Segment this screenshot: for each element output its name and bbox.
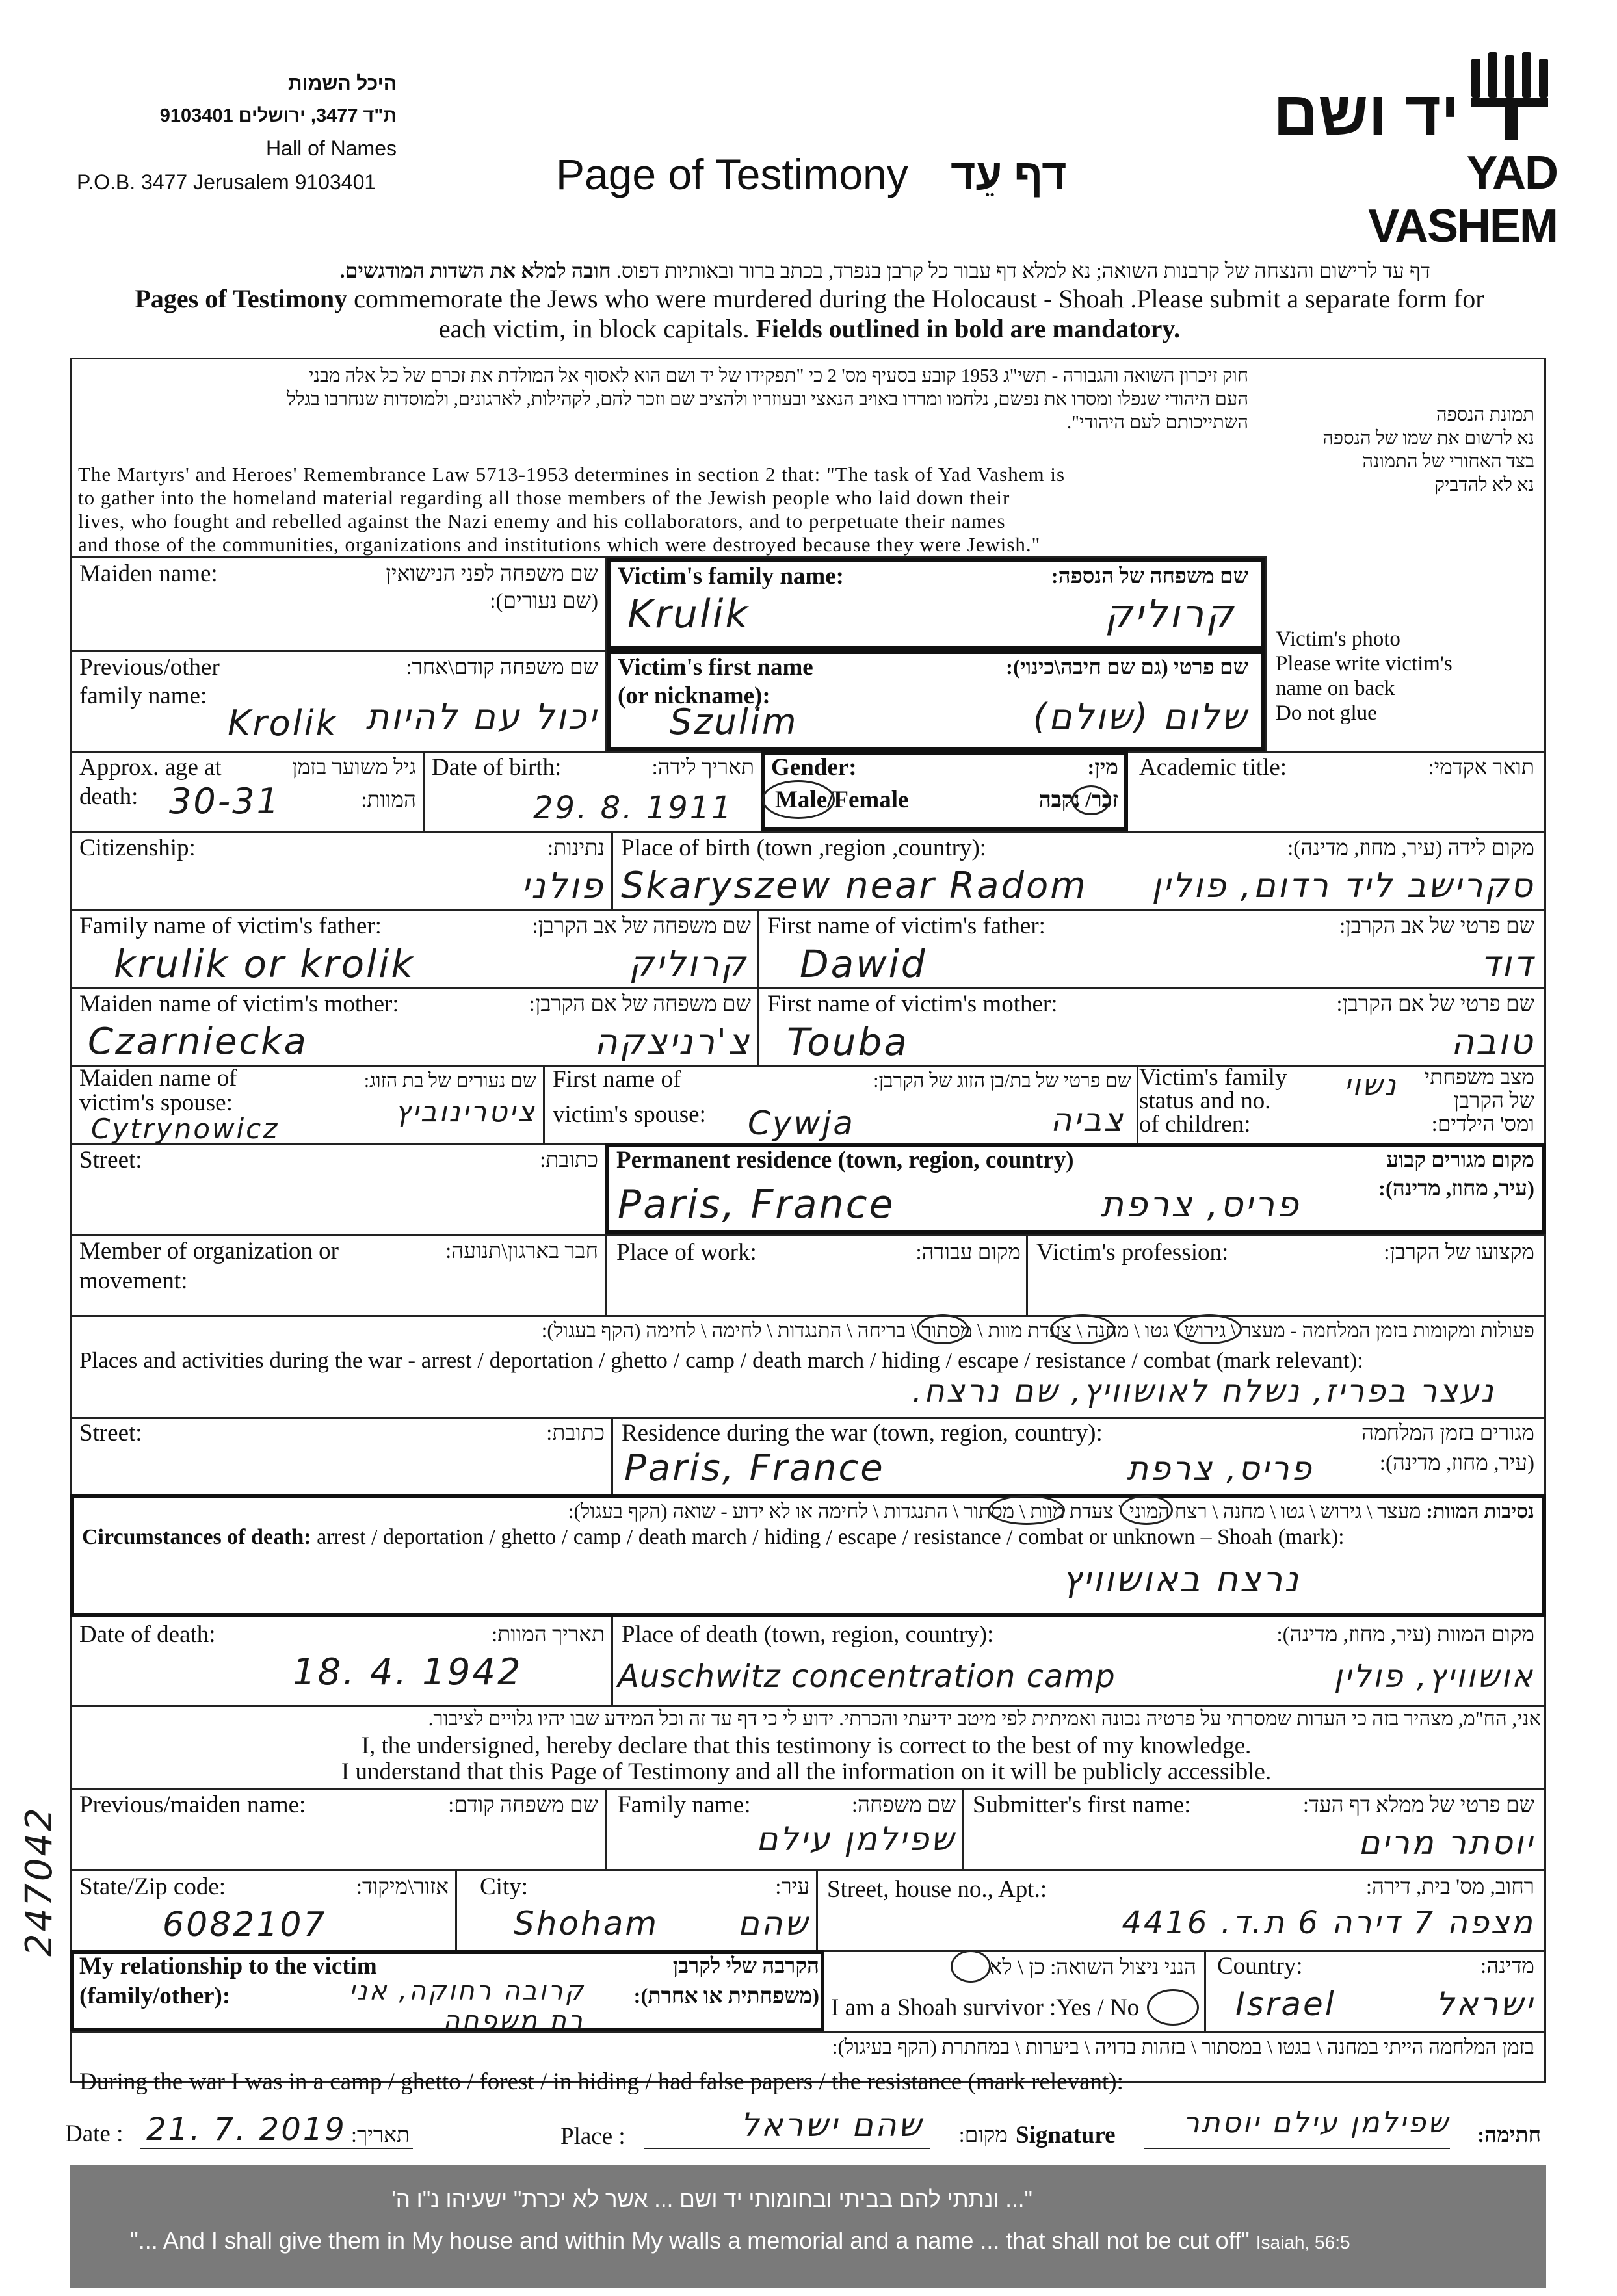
signature-label-heb: חתימה: bbox=[1477, 2124, 1541, 2147]
spouse-first-label-1: First name of bbox=[553, 1066, 681, 1093]
mother-maiden-label: Maiden name of victim's mother: bbox=[79, 991, 399, 1017]
gender-label: Gender: bbox=[771, 754, 857, 781]
age-value[interactable]: 30-31 bbox=[169, 781, 281, 822]
gender-male-circle bbox=[762, 780, 835, 819]
submitter-family-label: Family name: bbox=[618, 1792, 751, 1818]
city-label: City: bbox=[480, 1873, 529, 1900]
camp-circle bbox=[917, 1314, 969, 1344]
logo-heb: יד ושם bbox=[1273, 79, 1460, 148]
footer-quote-heb: "... ונתתי להם בביתי ובחומותי יד ושם ... אשר לא יכרת" ישעיהו נ"ו ה' bbox=[391, 2187, 1032, 2212]
dod-value[interactable]: 18. 4. 1942 bbox=[293, 1651, 523, 1693]
father-first-label-heb: שם פרטי של אב הקרבן: bbox=[1339, 915, 1534, 938]
spouse-first-label-heb: שם פרטי של בת/בן הזוג של הקרבן: bbox=[873, 1070, 1131, 1091]
father-family-label: Family name of victim's father: bbox=[79, 913, 382, 939]
footer-quote-en bbox=[130, 2227, 1508, 2254]
dod-label: Date of death: bbox=[79, 1621, 216, 1648]
place-label-heb: מקום: bbox=[958, 2124, 1008, 2147]
law-heb-3: השתייכותם לעם היהודי". bbox=[1066, 412, 1248, 433]
pod-value[interactable]: Auschwitz concentration camp bbox=[618, 1658, 1116, 1695]
law-heb bbox=[78, 364, 1248, 434]
circumstances-label-heb bbox=[85, 1498, 1534, 1525]
perm-label-heb1: מקום מגורים קבוע bbox=[1386, 1149, 1534, 1172]
maiden-label-heb: שם משפחה לפני הנישואין bbox=[386, 562, 598, 586]
academic-label-heb: תואר אקדמי: bbox=[1428, 756, 1534, 779]
mother-first-label: First name of victim's mother: bbox=[767, 991, 1058, 1017]
family-value-heb[interactable]: קרוליק bbox=[1105, 592, 1235, 637]
city-value[interactable]: Shoham bbox=[514, 1905, 659, 1942]
mass-murder-circle bbox=[988, 1495, 1065, 1525]
footer-band bbox=[70, 2165, 1546, 2288]
father-family-label-heb: שם משפחה של אב הקרבן: bbox=[532, 915, 751, 938]
perm-value-heb[interactable]: פריס, צרפת bbox=[1100, 1184, 1300, 1225]
photo-heb-2: נא לרשום את שמו של הנספה bbox=[1322, 428, 1534, 449]
status-label-heb3: ומס' הילדים: bbox=[1431, 1113, 1534, 1136]
country-value-heb[interactable]: ישראל bbox=[1436, 1985, 1534, 2023]
intro-heb bbox=[104, 259, 1430, 283]
prev-value[interactable]: Krolik bbox=[228, 703, 338, 744]
footer-quote-ref: Isaiah, 56:5 bbox=[1255, 2232, 1350, 2252]
status-value[interactable]: נשוי bbox=[1344, 1069, 1398, 1102]
country-value[interactable]: Israel bbox=[1235, 1985, 1336, 2023]
father-family-value-heb[interactable]: קרוליק bbox=[629, 943, 748, 984]
spouse-first-value[interactable]: Cywja bbox=[748, 1104, 855, 1142]
pob-label: Place of birth (town ,region ,country): bbox=[621, 835, 987, 861]
intro-heb-text: דף עד לרישום והנצחה של קרבנות השואה; נא למלא דף עבור כל קרבן בנפרד, בכתב ברור ובאותיות דפוס. bbox=[616, 259, 1430, 282]
status-label-3: of children: bbox=[1139, 1111, 1251, 1138]
mother-maiden-value[interactable]: Czarniecka bbox=[88, 1021, 308, 1063]
submitter-first-label: Submitter's first name: bbox=[973, 1792, 1191, 1818]
submitter-first-label-heb: שם פרטי של ממלא דף העד: bbox=[1302, 1794, 1534, 1817]
submitter-street-value[interactable]: מצפה 7 דירה 6 ת.ד. 4416 bbox=[1122, 1905, 1534, 1941]
org-label-1: Member of organization or bbox=[79, 1238, 339, 1264]
status-label-2: status and no. bbox=[1139, 1088, 1271, 1114]
spouse-maiden-label-1: Maiden name of bbox=[79, 1065, 237, 1091]
family-label: Victim's family name: bbox=[618, 563, 844, 590]
declaration-en-1: I, the undersigned, hereby declare that this testimony is correct to the best of my knowledge. bbox=[361, 1732, 1252, 1759]
submitter-family-label-heb: שם משפחה: bbox=[851, 1794, 956, 1817]
mother-first-label-heb: שם פרטי של אם הקרבן: bbox=[1336, 993, 1534, 1016]
circumstances-heb-text: מעצר \ גירוש \ גטו \ מחנה \ רצח המוני \ צעדת מוות \ מסתור \ התנגדות \ לחימה או לא ידוע - שואה (הקף בעגול): bbox=[568, 1500, 1421, 1522]
law-en-2: to gather into the homeland material regarding all those members of the Jewish people who laid down their bbox=[78, 486, 1010, 509]
maiden-label: Maiden name: bbox=[79, 560, 218, 587]
profession-label-heb: מקצועו של הקרבן: bbox=[1384, 1241, 1534, 1264]
city-label-heb: עיר: bbox=[775, 1875, 809, 1899]
photo-heb-3: בצד האחורי של התמונה bbox=[1362, 451, 1534, 472]
work-label-heb: מקום עבודה: bbox=[915, 1241, 1021, 1264]
prev-label-1: Previous/other bbox=[79, 654, 220, 681]
age-label-2: death: bbox=[79, 783, 138, 810]
gender-options-heb[interactable]: זכר/ נקבה bbox=[1038, 789, 1118, 812]
status-label-heb1: מצב משפחתי bbox=[1424, 1066, 1534, 1089]
declaration-heb: אני, הח"מ, מצהיר בזה כי העדות שמסרתי על פרטיה נכונה ואמיתית לפי מיטב ידיעתי והכרתי. ידוע לי כי דף עד זה וכל המידע שבו יהיו גלויים לציבור. bbox=[428, 1707, 1541, 1730]
intro-en-mandatory: Fields outlined in bold are mandatory. bbox=[756, 314, 1181, 343]
mother-maiden-label-heb: שם משפחה של אם הקרבן: bbox=[529, 993, 751, 1016]
law-en-3: lives, who fought and rebelled against the Nazi enemy and his collaborators, and to perpetuate their names bbox=[78, 510, 1006, 532]
pod-label-heb: מקום המוות (עיר, מחוז, מדינה): bbox=[1276, 1623, 1534, 1647]
relationship-label-heb1: הקרבה שלי לקרבן bbox=[672, 1955, 819, 1978]
relationship-label-heb2: (משפחתית או אחרת): bbox=[633, 1985, 819, 2008]
circumstances-en-text: arrest / deportation / ghetto / camp / death march / hiding / escape / resistance / combat or unknown – Shoah (mark): bbox=[311, 1525, 1345, 1549]
dod-label-heb: תאריך המוות: bbox=[492, 1623, 605, 1647]
intro-en-text2: each victim, in block capitals. bbox=[438, 314, 756, 343]
place-label: Place : bbox=[560, 2123, 625, 2150]
law-heb-2: העם היהודי שנפלו ומסרו את נפשם, נלחמו ומרדו באויב הנאצי ובעוזריו ולהציב שם וזכר להם, לקהילות, לארגונים, ולמוסדות שנחרבו בגלל bbox=[287, 389, 1248, 410]
activities-label-heb: פעולות ומקומות בזמן המלחמה - מעצר \ גירוש \ גטו \ מחנה \ צעדת מוות \ מסתור \ בריחה \ התנגדות \ לחימה \ לחימה (הקף בעגול): bbox=[541, 1319, 1534, 1342]
spouse-maiden-value-heb[interactable]: ציטרינוביץ bbox=[395, 1095, 536, 1128]
country-label-heb: מדינה: bbox=[1480, 1955, 1534, 1978]
submitter-family-value[interactable]: שפילמן עילם bbox=[756, 1820, 956, 1858]
hall-heb: היכל השמות bbox=[287, 73, 397, 94]
survivor-label-heb: הנני ניצול השואה: כן \ לא bbox=[989, 1956, 1196, 1979]
photo-en-4: Do not glue bbox=[1276, 701, 1377, 725]
circumstances-label bbox=[82, 1525, 1538, 1550]
date-label: Date : bbox=[65, 2120, 124, 2147]
first-label-2: (or nickname): bbox=[618, 683, 770, 709]
law-heb-1: חוק זיכרון השואה והגבורה - תשי"ג 1953 קובע בסעיף מס' 2 כי "תפקידו של יד ושם הוא לאסוף אל המולדת את זכרם של כל אלה מבני bbox=[308, 365, 1248, 386]
zip-label: State/Zip code: bbox=[79, 1873, 226, 1900]
city-value-heb[interactable]: שהם bbox=[737, 1905, 809, 1942]
family-label-heb: שם משפחה של הנספה: bbox=[1051, 565, 1248, 588]
dob-value[interactable]: 29. 8. 1911 bbox=[533, 790, 733, 826]
maiden-label-heb2: (שם נעורים): bbox=[490, 590, 598, 613]
perm-label-heb2: (עיר, מחוז, מדינה): bbox=[1378, 1177, 1534, 1201]
org-label-heb: חבר בארגון\תנועה: bbox=[445, 1240, 598, 1263]
survivor-no-circle bbox=[1147, 1989, 1199, 2026]
pod-value-heb[interactable]: אושוויץ, פולין bbox=[1334, 1658, 1534, 1695]
activities-value[interactable]: נעצר בפריז, נשלח לאושוויץ, שם נרצח. bbox=[912, 1373, 1495, 1409]
menorah-icon bbox=[1466, 52, 1557, 143]
submitter-street-label: Street, house no., Apt.: bbox=[827, 1876, 1047, 1903]
mother-maiden-value-heb[interactable]: צ'רניצקה bbox=[594, 1021, 751, 1062]
law-en-1: The Martyrs' and Heroes' Remembrance Law 5713-1953 determines in section 2 that: "The task of Yad Vashem is bbox=[78, 463, 1066, 486]
footer-quote-en-text: "... And I shall give them in My house and within My walls a memorial and a name ... that shall not be cut off" bbox=[130, 2227, 1250, 2254]
circumstances-heb-bold: נסיבות המוות: bbox=[1426, 1500, 1534, 1522]
prev-label-heb: שם משפחה קודם\אחר: bbox=[406, 656, 598, 679]
submitter-first-value[interactable]: יוסתר מרים bbox=[1358, 1824, 1534, 1862]
photo-heb bbox=[1274, 403, 1534, 497]
gender-label-heb: מין: bbox=[1087, 756, 1118, 779]
war-res-value-heb[interactable]: פריס, צרפת bbox=[1127, 1450, 1313, 1487]
dob-label: Date of birth: bbox=[432, 754, 562, 781]
logo-en: YAD VASHEM bbox=[1368, 147, 1557, 252]
pob-value[interactable]: Skaryszew near Radom bbox=[621, 865, 1088, 907]
first-value-heb[interactable]: שלום (שולם) bbox=[1032, 696, 1248, 737]
war-res-value[interactable]: Paris, France bbox=[624, 1447, 885, 1489]
circumstances-value[interactable]: נרצח באושוויץ bbox=[1062, 1559, 1300, 1600]
first-value[interactable]: Szulim bbox=[670, 701, 798, 742]
first-label-1: Victim's first name bbox=[618, 654, 813, 681]
age-label-heb2: המוות: bbox=[361, 789, 416, 812]
signature-value[interactable]: שפילמן עילם יוסתר bbox=[1183, 2106, 1450, 2139]
date-value[interactable]: 21. 7. 2019 bbox=[146, 2111, 347, 2148]
yad-vashem-logo bbox=[1271, 52, 1557, 252]
pob-label-heb: מקום לידה (עיר, מחוז, מדינה): bbox=[1287, 837, 1534, 860]
zip-value[interactable]: 6082107 bbox=[163, 1905, 327, 1944]
father-first-value[interactable]: Dawid bbox=[800, 942, 927, 986]
intro-en-line2 bbox=[85, 313, 1534, 344]
mother-first-value[interactable]: Touba bbox=[787, 1020, 909, 1064]
hall-en: Hall of Names bbox=[266, 137, 397, 160]
title-en: Page of Testimony bbox=[556, 150, 908, 198]
zip-label-heb: אזור\מיקוד: bbox=[356, 1875, 449, 1899]
father-family-value[interactable]: krulik or krolik bbox=[114, 942, 415, 986]
margin-note-text: 247042 bbox=[18, 1806, 60, 1957]
gender-heb-circle bbox=[1071, 785, 1111, 815]
relationship-label-1: My relationship to the victim bbox=[79, 1953, 377, 1979]
war-street-label-heb: כתובת: bbox=[546, 1422, 605, 1445]
family-value[interactable]: Krulik bbox=[627, 592, 750, 637]
citizenship-label-heb: נתינות: bbox=[547, 837, 605, 860]
po-heb: ת"ד 3477, ירושלים 9103401 bbox=[159, 105, 397, 126]
father-first-value-heb[interactable]: דוד bbox=[1480, 943, 1534, 984]
photo-en-3: name on back bbox=[1276, 677, 1395, 700]
submitter-prev-label: Previous/maiden name: bbox=[79, 1792, 306, 1818]
gender-options[interactable]: Male/Female bbox=[775, 787, 909, 813]
age-label-heb1: גיל משוער בזמן bbox=[292, 756, 416, 779]
law-en-4: and those of the communities, organizations and institutions which were destroyed because they were Jewish." bbox=[78, 533, 1041, 556]
photo-heb-4: נא לא להדביק bbox=[1434, 475, 1534, 495]
po-en: P.O.B. 3477 Jerusalem 9103401 bbox=[77, 170, 376, 194]
dob-label-heb: תאריך לידה: bbox=[651, 756, 754, 779]
activities-label: Places and activities during the war - arrest / deportation / ghetto / camp / death march / hiding / escape / resistance / combat (mark relevant): bbox=[79, 1348, 1363, 1373]
war-res-label: Residence during the war (town, region, country): bbox=[622, 1420, 1103, 1446]
spouse-maiden-label-2: victim's spouse: bbox=[79, 1089, 233, 1116]
maiden-field[interactable] bbox=[85, 614, 598, 646]
photo-en-2: Please write victim's bbox=[1276, 652, 1453, 675]
death-camp-circle bbox=[1120, 1495, 1173, 1525]
spouse-maiden-value[interactable]: Cytrynowicz bbox=[91, 1113, 280, 1145]
relationship-label-2: (family/other): bbox=[79, 1983, 231, 2009]
arrest-circle bbox=[1177, 1314, 1242, 1344]
war-res-label-heb2: (עיר, מחוז, מדינה): bbox=[1379, 1452, 1534, 1475]
work-label: Place of work: bbox=[616, 1239, 757, 1266]
street-label-heb: כתובת: bbox=[540, 1149, 598, 1172]
citizenship-label: Citizenship: bbox=[79, 835, 196, 861]
perm-value[interactable]: Paris, France bbox=[618, 1182, 895, 1227]
war-location-label-heb: בזמן המלחמה הייתי במחנה \ בגטו \ במסתור \ בזהות בדויה \ ביערות \ במחתרת (הקף בעיגול): bbox=[832, 2035, 1534, 2058]
relationship-value[interactable]: קרובה רחוקה, אני בת משפחה bbox=[348, 1976, 585, 2036]
date-label-heb: תאריך: bbox=[350, 2124, 410, 2147]
intro-en-line1 bbox=[85, 283, 1534, 314]
pob-value-heb[interactable]: סקרישב ליד רדום, פולין bbox=[1151, 867, 1534, 906]
circumstances-en-bold: Circumstances of death: bbox=[82, 1525, 311, 1549]
prev-label-2: family name: bbox=[79, 683, 207, 709]
photo-en bbox=[1276, 627, 1536, 725]
declaration-en-2: I understand that this Page of Testimony and all the information on it will be publicly accessible. bbox=[341, 1758, 1272, 1785]
perm-label: Permanent residence (town, region, country) bbox=[616, 1147, 1074, 1173]
first-label-heb: שם פרטי (גם שם חיבה\כינוי): bbox=[1006, 656, 1248, 679]
mother-first-value-heb[interactable]: טובה bbox=[1451, 1021, 1534, 1062]
war-location-label[interactable]: During the war I was in a camp / ghetto / forest / in hiding / had false papers / the resistance (mark relevant): bbox=[79, 2068, 1124, 2095]
law-en bbox=[78, 463, 1261, 556]
citizenship-value[interactable]: פולני bbox=[521, 865, 605, 906]
survivor-no-heb-circle bbox=[951, 1950, 991, 1983]
country-label: Country: bbox=[1217, 1953, 1303, 1979]
margin-note bbox=[12, 1768, 64, 1963]
photo-en-1: Victim's photo bbox=[1276, 627, 1400, 651]
intro-en-bold: Pages of Testimony bbox=[135, 284, 348, 313]
pod-label: Place of death (town, region, country): bbox=[622, 1621, 994, 1648]
spouse-first-value-heb[interactable]: צביה bbox=[1050, 1101, 1125, 1139]
profession-label: Victim's profession: bbox=[1036, 1239, 1229, 1266]
intro-heb-bold: חובה למלא את השדות המודגשים. bbox=[339, 259, 611, 282]
intro-en-text: commemorate the Jews who were murdered during the Holocaust - Shoah .Please submit a separate form for bbox=[347, 284, 1484, 313]
prev-value-heb[interactable]: יכול עם להיות bbox=[365, 696, 598, 737]
place-value[interactable]: שהם ישראל bbox=[741, 2106, 923, 2144]
spouse-maiden-label-heb: שם נעורים של בת הזוג: bbox=[363, 1070, 536, 1091]
spouse-first-label-2: victim's spouse: bbox=[553, 1101, 706, 1128]
status-label-heb2: של הקרבן bbox=[1453, 1089, 1534, 1113]
title-heb: דף עֵד bbox=[951, 150, 1067, 198]
submitter-street-label-heb: רחוב, מס' בית, דירה: bbox=[1365, 1875, 1534, 1899]
photo-heb-1: תמונת הנספה bbox=[1436, 404, 1534, 425]
academic-label: Academic title: bbox=[1139, 754, 1287, 781]
deportation-circle bbox=[1050, 1314, 1115, 1344]
street-label: Street: bbox=[79, 1147, 142, 1173]
org-label-2: movement: bbox=[79, 1268, 188, 1294]
signature-label: Signature bbox=[1016, 2122, 1116, 2148]
age-label-1: Approx. age at bbox=[79, 754, 222, 781]
war-res-label-heb1: מגורים בזמן המלחמה bbox=[1361, 1422, 1534, 1445]
father-first-label: First name of victim's father: bbox=[767, 913, 1045, 939]
submitter-prev-label-heb: שם משפחה קודם: bbox=[448, 1794, 598, 1817]
war-street-label: Street: bbox=[79, 1420, 142, 1446]
status-label-1: Victim's family bbox=[1139, 1064, 1287, 1091]
survivor-label[interactable]: I am a Shoah survivor :Yes / No bbox=[831, 1994, 1140, 2021]
